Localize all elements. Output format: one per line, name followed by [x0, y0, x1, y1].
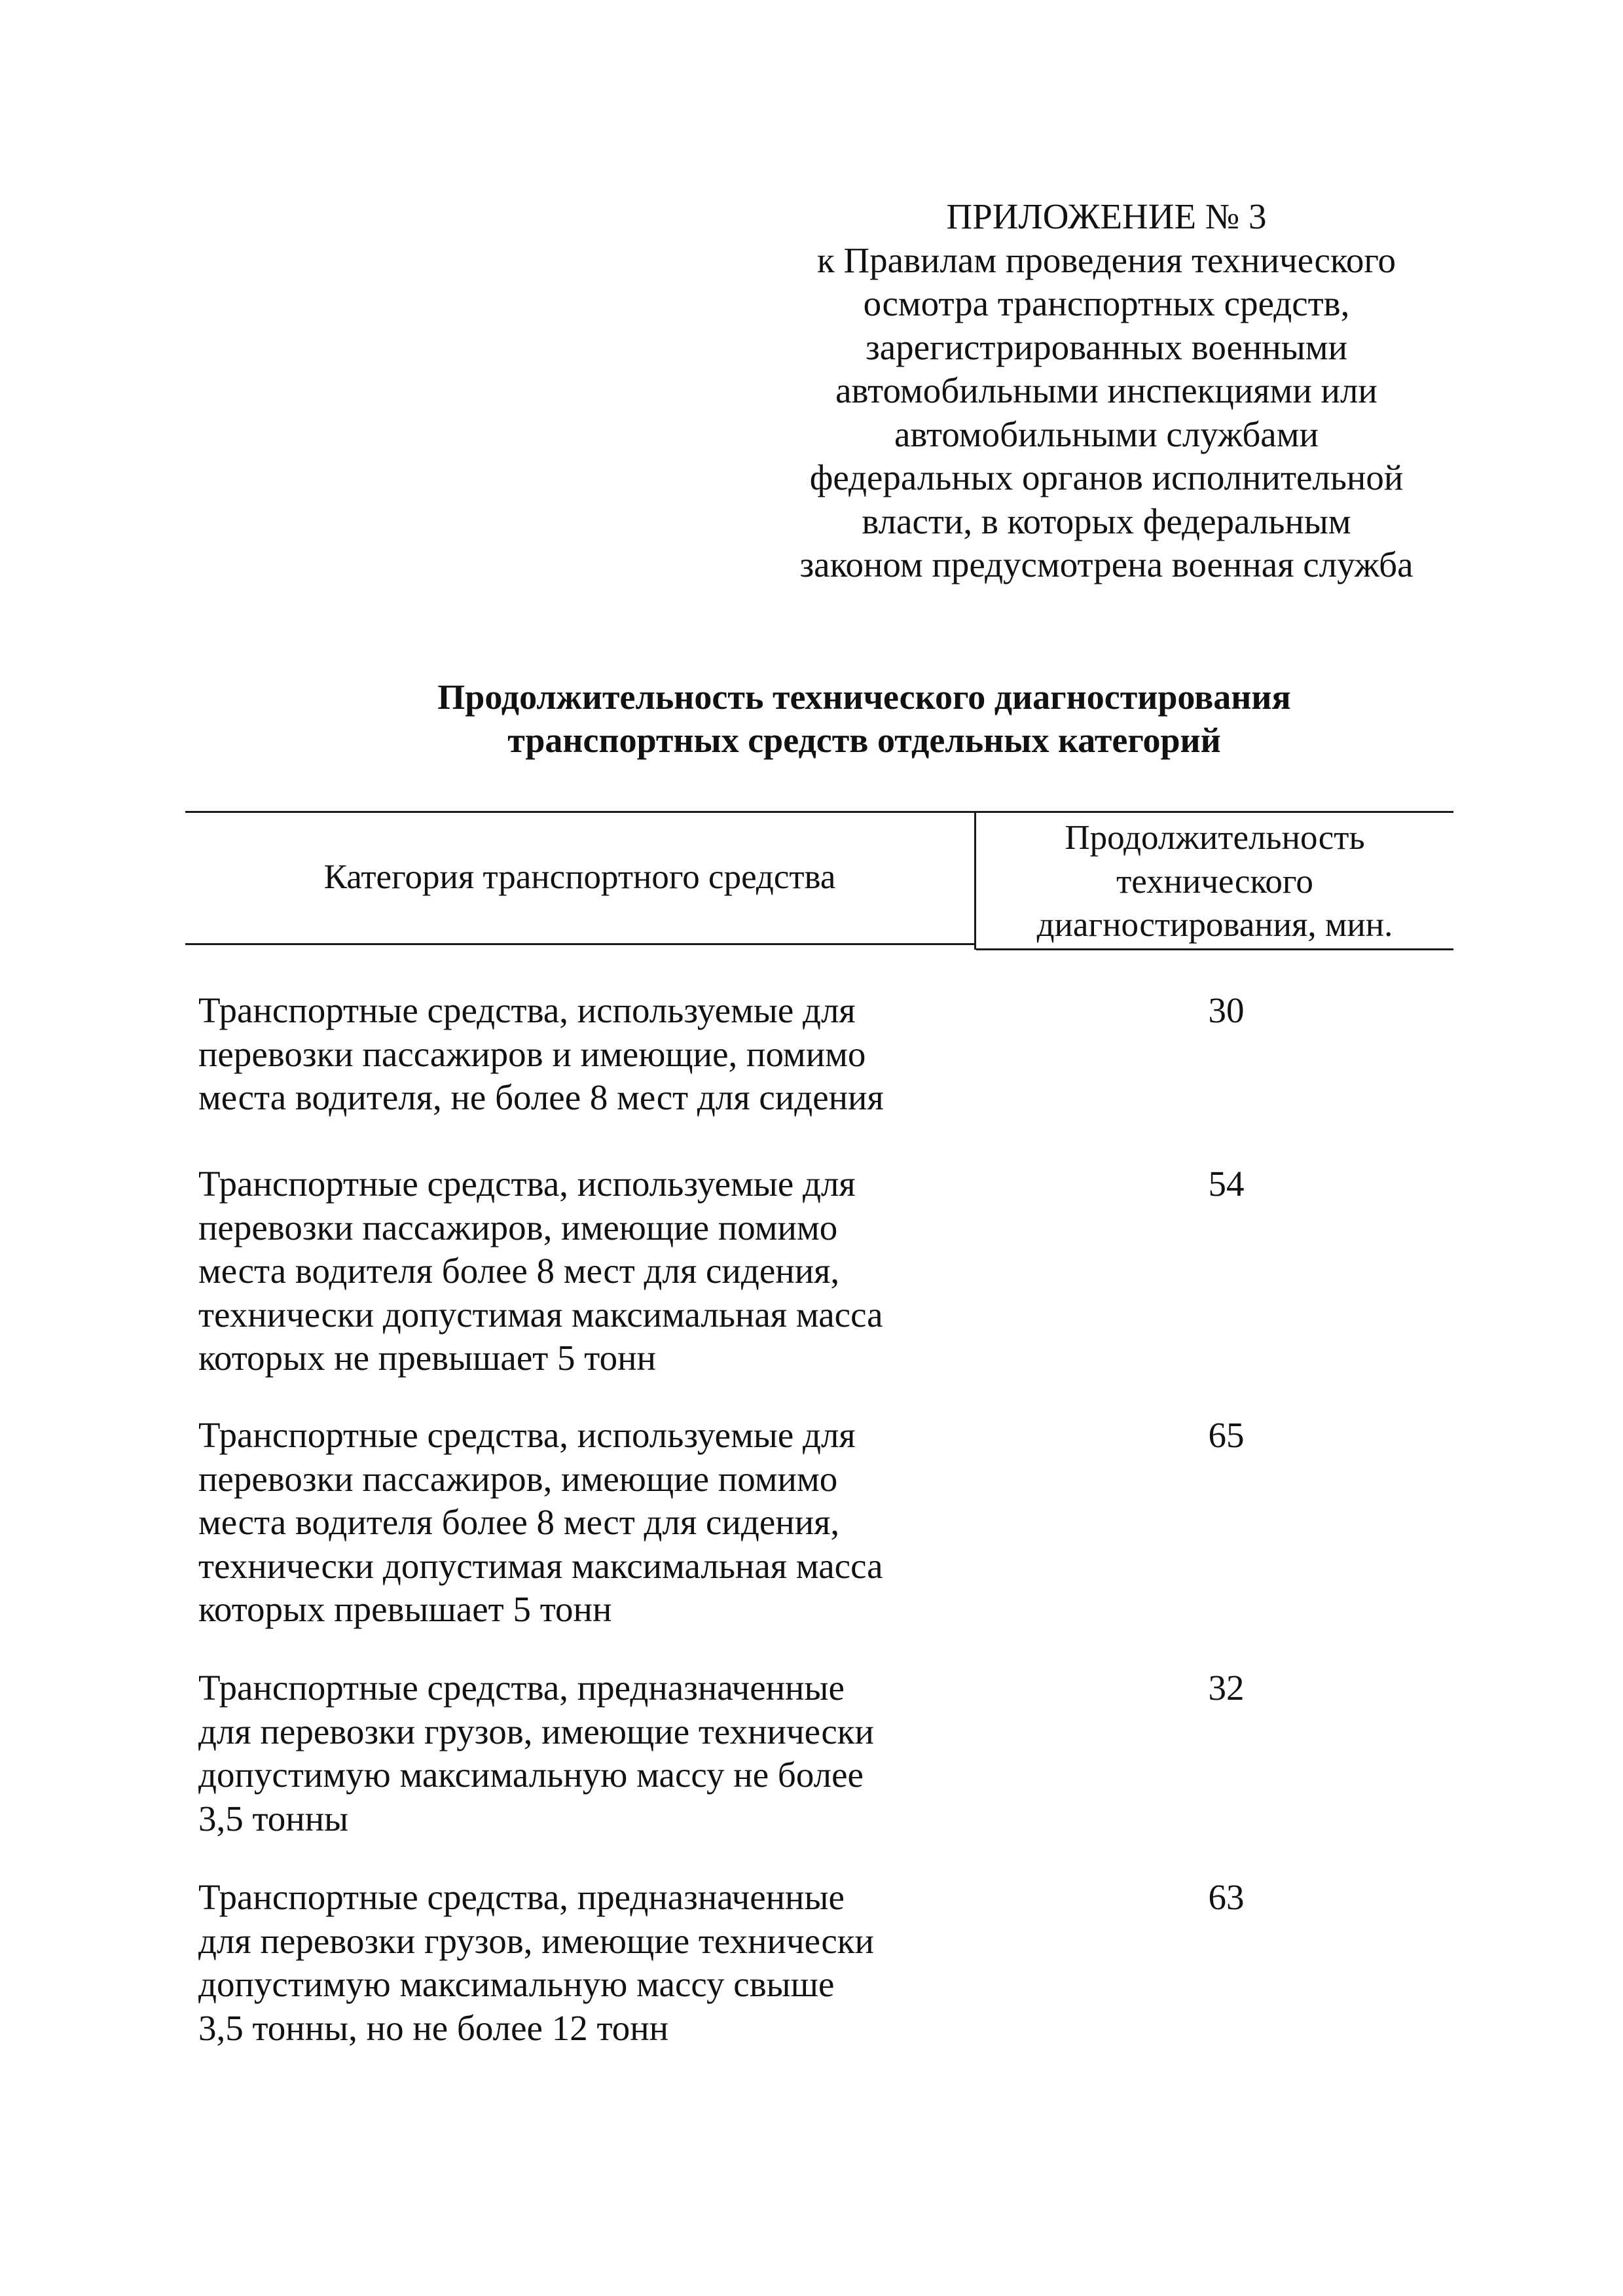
row-duration: 54	[1208, 1164, 1245, 1204]
column-header-category: Категория транспортного средства	[323, 858, 836, 896]
appendix-line: зарегистрированных военными	[865, 327, 1348, 367]
row-category-line: 3,5 тонны, но не более 12 тонн	[198, 2007, 669, 2048]
appendix-line: автомобильными службами	[894, 414, 1319, 454]
column-header-duration-line: Продолжительность	[1065, 819, 1365, 857]
row-category-line: технически допустимая максимальная масса	[198, 1545, 883, 1586]
appendix-line: осмотра транспортных средств,	[863, 283, 1350, 323]
row-category-line: Транспортные средства, предназначенные	[198, 1668, 845, 1708]
row-category-line: Транспортные средства, используемые для	[198, 1164, 856, 1204]
column-header-duration-line: диагностирования, мин.	[1036, 906, 1393, 944]
row-category-line: Транспортные средства, используемые для	[198, 1415, 856, 1455]
row-category-line: Транспортные средства, предназначенные	[198, 1877, 845, 1917]
document-title	[0, 675, 1623, 762]
row-category-line: перевозки пассажиров и имеющие, помимо	[198, 1033, 866, 1074]
appendix-header	[766, 195, 1447, 587]
row-category	[198, 1162, 951, 1380]
appendix-line: федеральных органов исполнительной	[809, 457, 1404, 497]
row-category-line: технически допустимая максимальная масса	[198, 1294, 883, 1335]
column-header-duration-line: технического	[1116, 862, 1313, 901]
appendix-line: законом предусмотрена военная служба	[799, 545, 1413, 584]
row-category-line: для перевозки грузов, имеющие технически	[198, 1920, 874, 1961]
table-header-rule-left	[185, 943, 974, 945]
row-category-line: места водителя, не более 8 мест для сидения	[198, 1077, 884, 1117]
row-category-line: места водителя более 8 мест для сидения,	[198, 1502, 840, 1542]
title-line: Продолжительность технического диагностирования	[437, 677, 1291, 717]
row-category-line: допустимую максимальную массу не более	[198, 1755, 864, 1795]
row-category-line: которых не превышает 5 тонн	[198, 1338, 656, 1378]
appendix-line: автомобильными инспекциями или	[835, 370, 1377, 410]
row-category	[198, 1666, 951, 1840]
row-category-line: перевозки пассажиров, имеющие помимо	[198, 1458, 838, 1499]
row-category-line: которых превышает 5 тонн	[198, 1589, 612, 1629]
appendix-number: ПРИЛОЖЕНИЕ № 3	[946, 196, 1267, 236]
row-category-line: для перевозки грузов, имеющие технически	[198, 1711, 874, 1751]
row-category	[198, 1414, 951, 1632]
row-category	[198, 1876, 951, 2050]
row-duration: 30	[1208, 990, 1245, 1030]
row-category-line: допустимую максимальную массу свыше	[198, 1964, 835, 2004]
row-category-line: места водителя более 8 мест для сидения,	[198, 1251, 840, 1291]
column-header-duration	[976, 811, 1453, 947]
row-category-line: Транспортные средства, используемые для	[198, 990, 856, 1030]
row-duration: 32	[1208, 1668, 1245, 1708]
row-category-line: 3,5 тонны	[198, 1798, 349, 1839]
row-category-line: перевозки пассажиров, имеющие помимо	[198, 1207, 838, 1247]
table-header-rule-right	[976, 948, 1453, 950]
table-header	[185, 811, 1453, 946]
row-duration: 63	[1208, 1877, 1245, 1917]
row-category	[198, 989, 951, 1120]
appendix-line: к Правилам проведения технического	[816, 240, 1396, 280]
appendix-line: власти, в которых федеральным	[862, 501, 1351, 541]
row-duration: 65	[1208, 1415, 1245, 1455]
title-line: транспортных средств отдельных категорий	[507, 721, 1221, 760]
